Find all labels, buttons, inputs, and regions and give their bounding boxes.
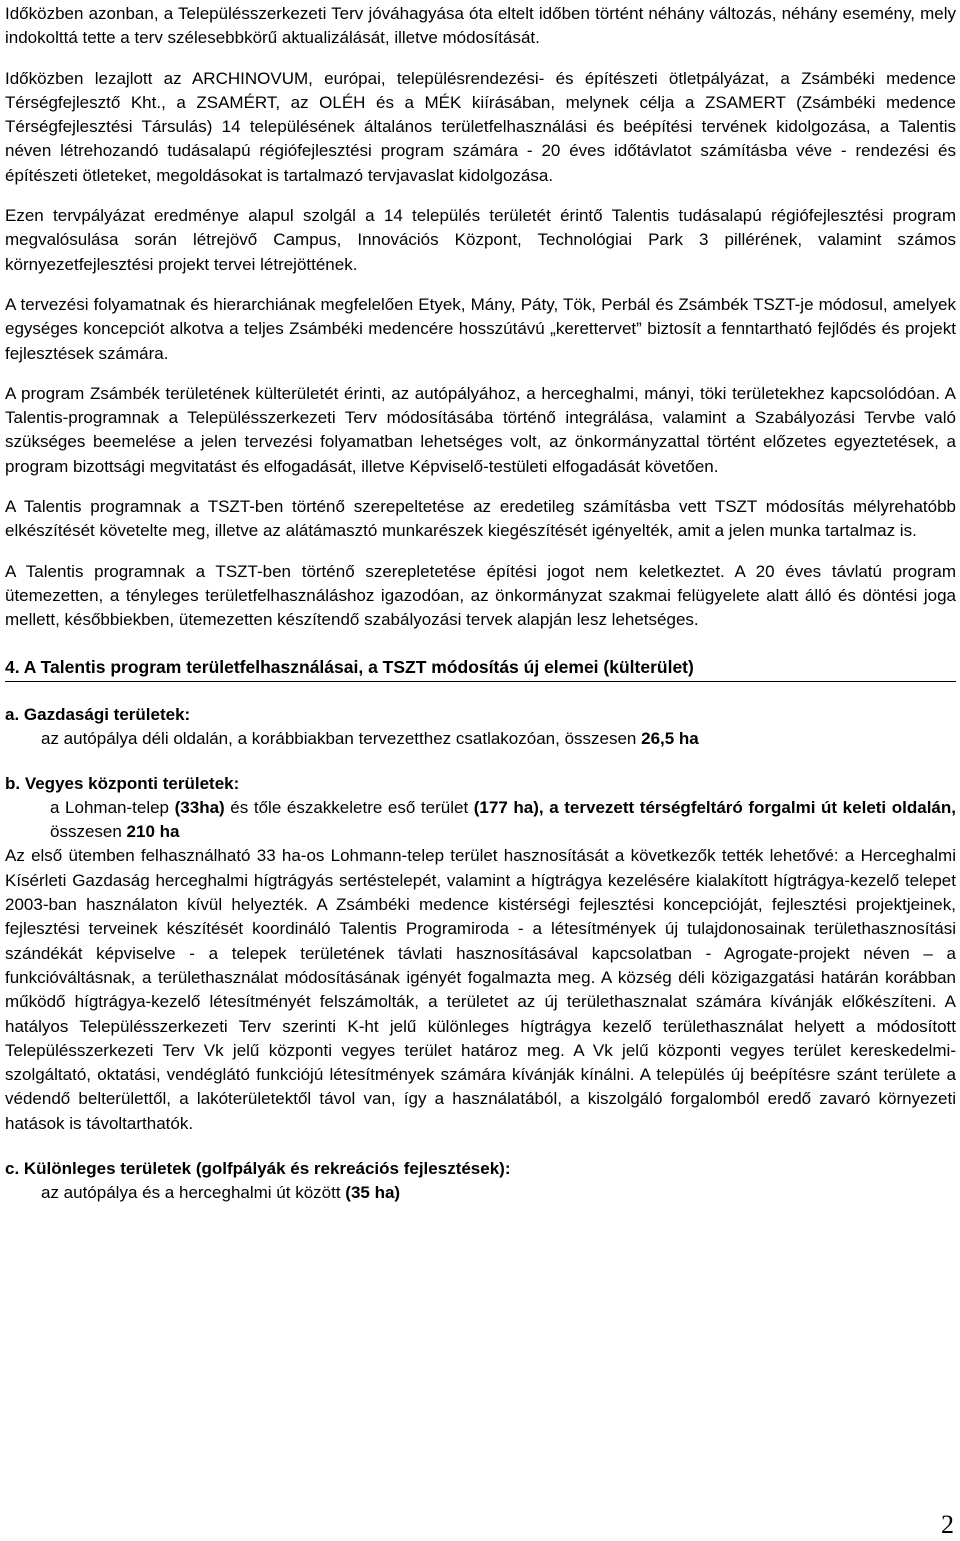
document-page: [5, 0, 956, 1205]
subsection-a-line: [5, 727, 956, 751]
paragraph-7: A Talentis programnak a TSZT-ben történő szerepletetése építési jogot nem keletkeztet. A 20 éves távlatú program ütemezetten, a tényleges területfelhasználáshoz igazodóan, az önkormányzat szakmai felügyelete alatt álló és döntési joga mellett, későbbiekben, ütemezetten készítendő szabályozási tervek alapján lesz lehetséges.: [5, 561, 956, 630]
subsection-a-text: az autópálya déli oldalán, a korábbiakban tervezetthez csatlakozóan, összesen: [41, 728, 642, 748]
subsection-b-b2: (177 ha), a tervezett térségfeltáró forgalmi út keleti oldalán,: [473, 797, 956, 817]
subsection-b-t1: a Lohman-telep: [50, 797, 175, 817]
page-number: 2: [941, 1510, 954, 1539]
paragraph-6: A Talentis programnak a TSZT-ben történő szerepeltetése az eredetileg számításba vett TSZT módosítás mélyrehatóbb elkészítését követelte meg, illetve az alátámasztó munkarészek kiegészítését igényelték, amit a jelen munka tartalmaz is.: [5, 497, 956, 541]
subsection-b-line: [5, 796, 956, 845]
subsection-b-body: Az első ütemben felhasználható 33 ha-os Lohmann-telep terület hasznosítását a következők tették lehetővé: a Herceghalmi Kísérleti Gazdaság herceghalmi hígtrágyás sertéstelepét, valamint a hígtrágya kezelésére kialakított hígtrágya-kezelő telepet 2003-ban használaton kívül helyezték. A Zsámbéki medence kistérségi fejlesztési koncepcióját, fejlesztési projektjeinek, fejlesztési terveinek készítését koordináló Talentis Programiroda - a létesítmények új tulajdonosainak területhasznosítási szándékát képviselve - a telepek területének távlati hasznosításával kapcsolatban - Agrogate-projekt néven – a funkcióváltásnak, a területhasználat módosításának igényét fogalmazta meg. A község déli közigazgatási határán korábban működő hígtrágya-kezelő létesítményét felszámolták, a területet az új területhasznalat számára kívánják előkészíteni. A hatályos Településszerkezeti Terv szerinti K-ht jelű különleges hígtrágya kezelő területhasználat helyett a módosított Településszerkezeti Terv Vk jelű központi vegyes terület határoz meg. A Vk jelű központi vegyes terület kereskedelmi-szolgáltató, oktatási, vendéglátó funkciójú létesítmények számára kívánják kínálni. A település új beépítésre szánt területe a védendő belterülettől, a lakóterületektől távol van, így a használatából, a kiszolgáló forgalomból eredő zavaró környezeti hatások is távoltarthatók.: [5, 846, 956, 1133]
subsection-a-title: a. Gazdasági területek:: [5, 704, 191, 724]
paragraph-2: Időközben lezajlott az ARCHINOVUM, európai, településrendezési- és építészeti ötletpályázat, a Zsámbéki medence Térségfejlesztő Kht., a ZSAMÉRT, az OLÉH és a MÉK kiírásában, melynek célja a ZSAMERT (Zsámbéki medence Térségfejlesztési Társulás) 14 településének általános területfelhasználási és beépítési tervének kidolgozása, a Talentis néven létrehozandó tudásalapú régiófejlesztési program számára - 20 éves időtávlatot számításba véve - rendezési és építészeti ötleteket, megoldásokat is tartalmazó tervjavaslat kidolgozása.: [5, 68, 956, 185]
paragraph-1: Időközben azonban, a Településszerkezeti Terv jóváhagyása óta eltelt időben történt néhány változás, néhány esemény, mely indokolttá tette a terv szélesebbkörű aktualizálását, illetve módosítását.: [5, 4, 956, 48]
subsection-b-b1: (33ha): [174, 797, 225, 817]
paragraph-4: A tervezési folyamatnak és hierarchiának megfelelően Etyek, Mány, Páty, Tök, Perbál és Zsámbék TSZT-je módosul, amelyek egységes koncepciót alkotva a teljes Zsámbéki medencére hosszútávú „kerettervet” biztosít a fenntartható fejlődés és projekt fejlesztések számára.: [5, 294, 956, 363]
subsection-c-title: c. Különleges területek (golfpályák és rekreációs fejlesztések):: [5, 1158, 511, 1178]
subsection-a-area: 26,5 ha: [641, 728, 699, 748]
subsection-c-text: az autópálya és a herceghalmi út között: [41, 1182, 346, 1202]
paragraph-3: Ezen tervpályázat eredménye alapul szolgál a 14 település területét érintő Talentis tudásalapú régiófejlesztési program megvalósulása során létrejövő Campus, Innovációs Központ, Technológiai Park 3 pillérének, valamint számos környezetfejlesztési projekt tervei létrejöttének.: [5, 206, 956, 274]
subsection-c-area: (35 ha): [345, 1182, 401, 1202]
subsection-b-t3: összesen: [50, 822, 127, 842]
section-heading: 4. A Talentis program területfelhasználásai, a TSZT módosítás új elemei (külterület): [5, 655, 956, 682]
subsection-b-title: b. Vegyes központi területek:: [5, 773, 240, 793]
subsection-c-line: [5, 1181, 956, 1205]
subsection-b-b3: 210 ha: [126, 822, 180, 842]
subsection-b-t2: és tőle északkeletre eső terület: [224, 797, 474, 817]
paragraph-5: A program Zsámbék területének külterületét érinti, az autópályához, a herceghalmi, mányi, töki területekhez kapcsolódóan. A Talentis-programnak a Településszerkezeti Terv módosításába történő integrálása, valamint a Szabályozási Tervbe való szükséges beemelése a jelen tervezési folyamatban lehetséges volt, az önkormányzattal történt előzetes egyeztetések, a program bizottsági megvitatást és elfogadását, illetve Képviselő-testületi elfogadását követően.: [5, 383, 956, 476]
